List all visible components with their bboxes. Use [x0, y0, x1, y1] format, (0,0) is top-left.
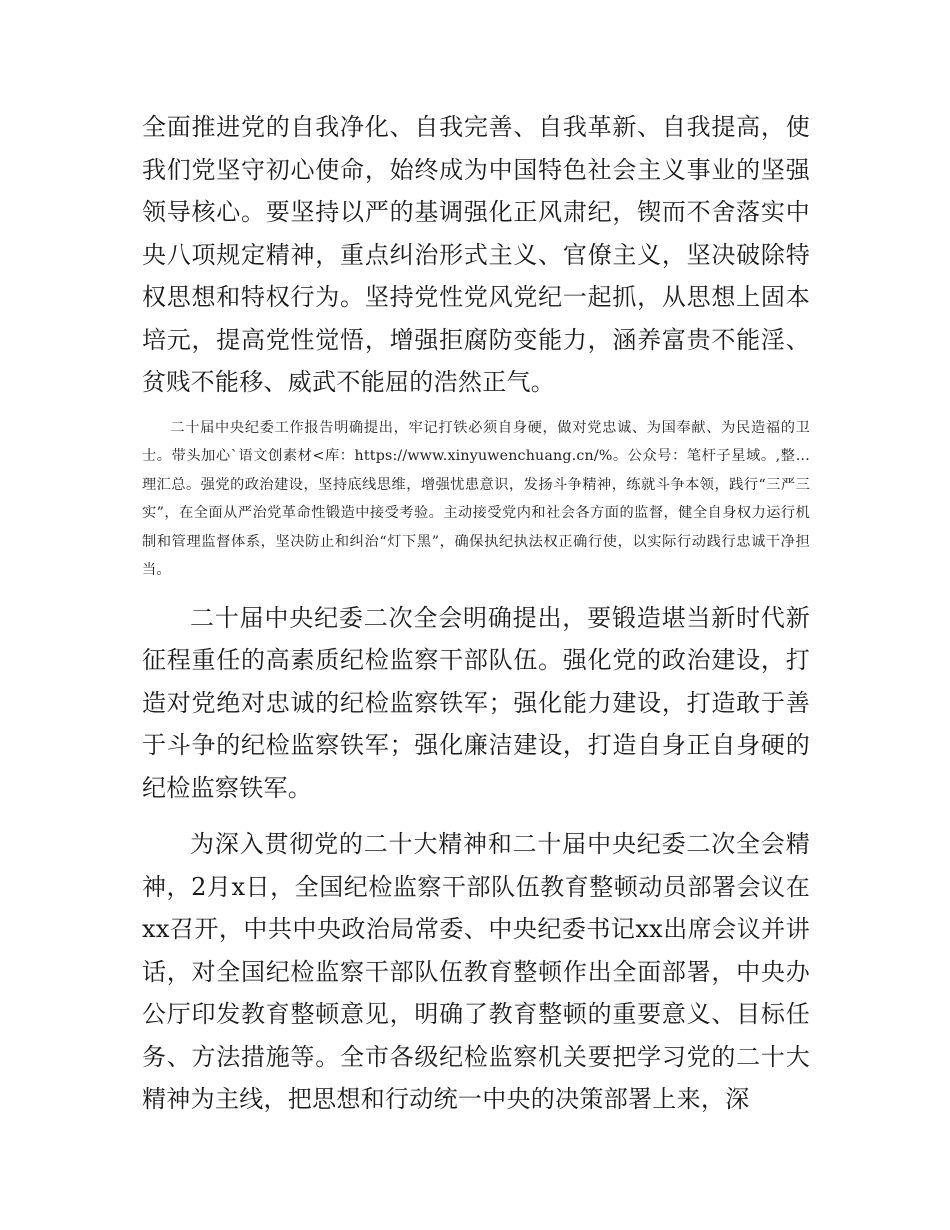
- paragraph-4: 为深入贯彻党的二十大精神和二十届中央纪委二次全会精神，2月x日，全国纪检监察干部队伍教育整顿动员部署会议在xx召开，中共中央政治局常委、中央纪委书记xx出席会议并讲话，对全国纪检监察干部队伍教育整顿作出全面部署，中央办公厅印发教育整顿意见，明确了教育整顿的重要意义、目标任务、方法措施等。全市各级纪检监察机关要把学习党的二十大精神为主线，把思想和行动统一中央的决策部署上来，深: [142, 830, 810, 1113]
- paragraph-1: 全面推进党的自我净化、自我完善、自我革新、自我提高，使我们党坚守初心使命，始终成为中国特色社会主义事业的坚强领导核心。要坚持以严的基调强化正风肃纪，锲而不舍落实中央八项规定精神，重点纠治形式主义、官僚主义，坚决破除特权思想和特权行为。坚持党性党风党纪一起抓，从思想上固本培元，提高党性觉悟，增强拒腐防变能力，涵养富贵不能淫、贫贱不能移、威武不能屈的浩然正气。: [142, 113, 810, 396]
- document-page: [142, 106, 810, 1121]
- paragraph-2-small: 二十届中央纪委工作报告明确提出，牢记打铁必须自身硬，做对党忠诚、为国奉献、为民造福的卫士。带头加心`语文创素材<库：https://www.xinyuwenchuang.cn/%。公众号：笔杆子星域。,整…理汇总。强党的政治建设，坚持底线思维，增强忧患意识，发扬斗争精神，练就斗争本领，践行“三严三实”，在全面从严治党革命性锻造中接受考验。主动接受党内和社会各方面的监督，健全自身权力运行机制和管理监督体系，坚决防止和纠治“灯下黑”，确保执纪执法权正确行使，以实际行动践行忠诚干净担当。: [142, 419, 810, 578]
- paragraph-3: 二十届中央纪委二次全会明确提出，要锻造堪当新时代新征程重任的高素质纪检监察干部队伍。强化党的政治建设，打造对党绝对忠诚的纪检监察铁军；强化能力建设，打造敢于善于斗争的纪检监察铁军；强化廉洁建设，打造自身正自身硬的纪检监察铁军。: [142, 603, 810, 802]
